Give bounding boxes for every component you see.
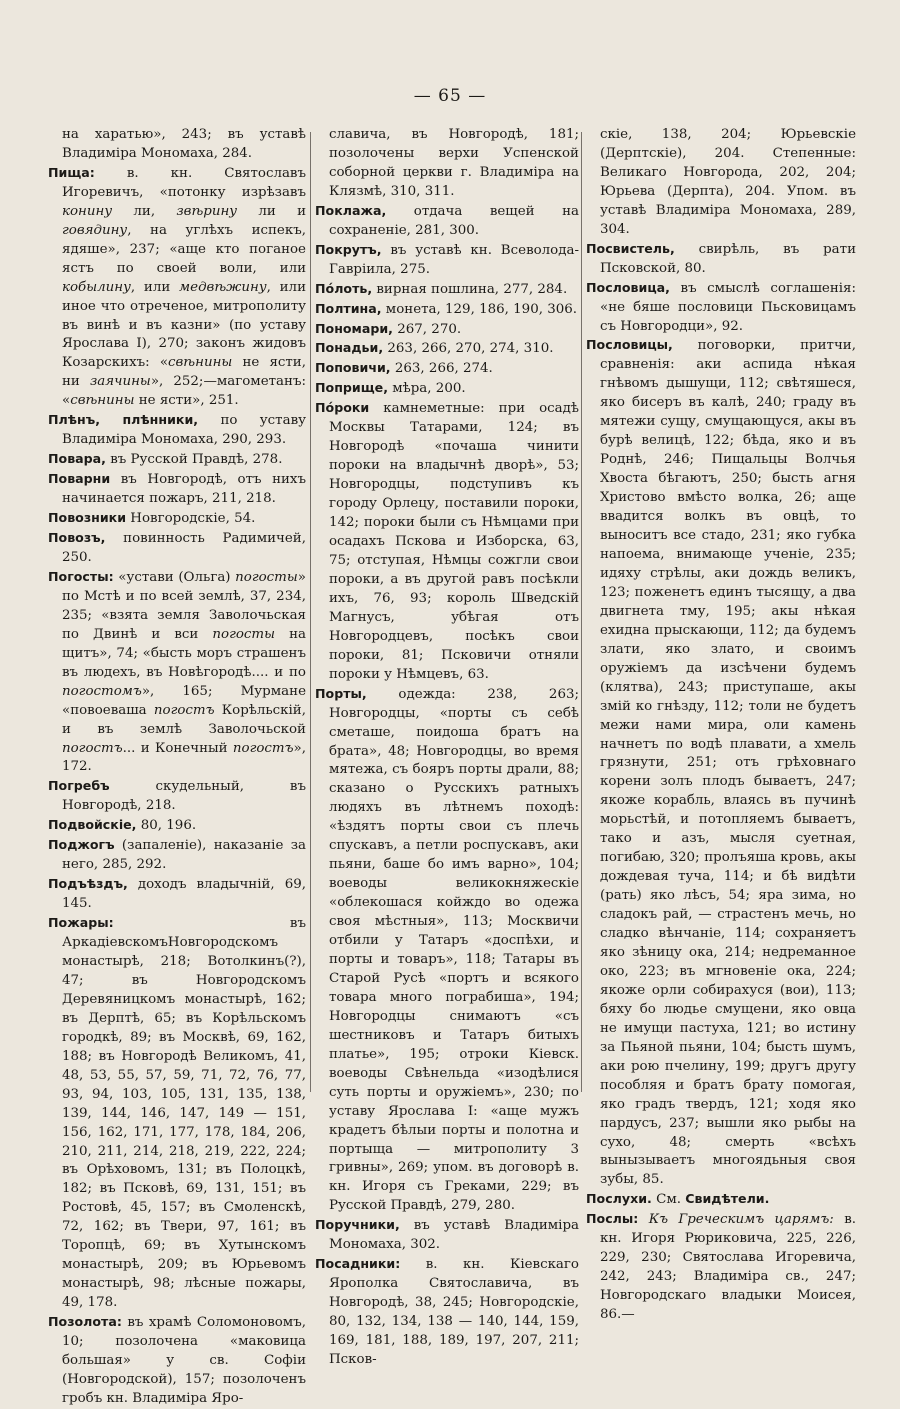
- entry-headword: Пословица,: [586, 279, 670, 295]
- entry-text: ли и: [237, 203, 306, 219]
- entry-text: камнеметные: при осадѣ Москвы Татарами, 124; въ Новгородѣ «почаша чинити пороки на владычнѣ дворѣ», 53; Новгородцы, подступивъ къ городу Орлецу, поставили пороки, 142; пороки были съ Нѣмцами при осадахъ Пскова и Изборска, 63, 75; отступая, Нѣмцы сожгли свои пороки, а въ другой равъ посѣкли ихъ, 76, 93; король Шведскій Магнусъ, убѣгая отъ Новгородцевъ, посѣкъ свои пороки, 81; Псковичи отняли пороки у Нѣмцевъ, 63.: [329, 401, 579, 682]
- entry-continuation: [315, 126, 579, 202]
- entry-headword: Пóлоть,: [315, 280, 373, 296]
- italic-term: погосты: [212, 626, 276, 642]
- entry-text: Новгородскіе, 54.: [126, 511, 256, 527]
- entry-text: 267, 270.: [392, 321, 462, 337]
- entry-headword: Посвистель,: [586, 240, 675, 256]
- index-entry: [315, 1255, 579, 1370]
- index-entry: [586, 279, 856, 337]
- italic-term: погостъ: [153, 702, 215, 718]
- index-entry: [586, 1210, 856, 1325]
- entry-headword: Понадьи,: [315, 340, 384, 356]
- entry-text: [638, 1212, 648, 1227]
- entry-headword: Погребъ: [48, 778, 110, 794]
- entry-text: » по Мстѣ и по всей землѣ, 37, 234, 235; «взята земля Заволочьская по Двинѣ и вси: [62, 569, 306, 642]
- entry-continuation: [48, 126, 306, 164]
- index-entry: [586, 1190, 856, 1210]
- entry-headword: Подвойскіе,: [48, 817, 137, 833]
- entry-headword: Поповичи,: [315, 360, 391, 376]
- entry-text: скудельный, въ Новгородѣ, 218.: [62, 779, 306, 814]
- entry-text: в. кн. Игоря Рюриковича, 225, 226, 229, 230; Святослава Игоревича, 242, 243; Владиміра св., 247; Новгородскаго владыки Моисея, 86.—: [600, 1212, 857, 1323]
- entry-text: 80, 196.: [136, 818, 197, 834]
- index-entry: [48, 470, 306, 509]
- entry-text: не ясти», 251.: [134, 393, 239, 409]
- entry-text: 263, 266, 274.: [390, 361, 493, 377]
- entry-text: », 165; Мурмане «повоеваша: [62, 683, 306, 718]
- entry-text: мѣра, 200.: [387, 381, 466, 397]
- entry-text: на щитъ», 74; «бысть моръ страшенъ въ людехъ, въ Новѣгородѣ.... и по: [62, 626, 306, 680]
- entry-text: , или: [130, 279, 180, 295]
- entry-text: въ уставѣ кн. Всеволода-Гавріила, 275.: [329, 242, 579, 277]
- index-entry: [315, 300, 579, 320]
- index-entry: [315, 1216, 579, 1255]
- index-entry: [48, 836, 306, 875]
- italic-term: кобылину: [62, 279, 131, 295]
- italic-term: свѣнины: [168, 355, 233, 371]
- entry-text: поговорки, притчи, сравненія: аки аспида нѣкая гнѣвомъ дышущи, 112; свѣтяшеся, яко бисеръ въ калѣ, 240; граду въ мятежи сущу, смущающуся, акы въ бурѣ велицѣ, 122; бѣда, яко и въ Роднѣ, 246; Пищальцы Волчья Хвоста бѣгаютъ, 250; бысть агня Христово вмѣсто волка, 26; аще ввадится волкъ въ овцѣ, то выноситъ все стадо, 231; яко губка напоема, внимающе ученіе, 235; идяху стрѣлы, аки дождь великъ, 123; поженетъ единъ тысящу, а два двигнета тму, 195; акы нѣкая ехидна прыскающи, 112; да будемъ злати, яко злато, и своимъ оружіемъ да изсѣчени будемъ (клятва), 243; приступаше, акы змій ко гнѣзду, 112; толи не будетъ межи нами мира, оли камень начнетъ по водѣ плавати, а хмель грязнути, 251; отъ грѣховнаго корени золъ плодъ бываетъ, 247; якоже корабль, влаясь въ пучинѣ морьстѣй, и потопляемъ бываетъ, тако и азъ, мысля суетная, погибаю, 320; пролъяша кровь, акы дождевая туча, 114; и бѣ видѣти (рать) яко лѣсъ, 54; яра зима, но сладокъ рай, — страстенъ мечь, но сладко вѣнчаніе, 114; сохраняетъ яко зѣницу ока, 214; недреманное око, 223; въ мгновеніе ока, 224; якоже орли собирахуся (вои), 113; бяху бо людье смущени, яко овца не имущи пастуха, 121; во истину за Пьяной пьяни, 104; бысть шумъ, аки рою пчелину, 199; другъ другу пособляя и братъ брату помогая, яко градъ твердъ, 121; ходя яко пардусъ, 237; вышли яко рыбы на сухо, 48; смерть «всѣхъ вынызываетъ многоядьныя своя зубы, 85.: [600, 338, 856, 1188]
- italic-term: погостомъ: [62, 683, 142, 699]
- index-entry: [315, 202, 579, 241]
- entry-headword: Полтина,: [315, 300, 382, 316]
- entry-headword: Повозники: [48, 510, 127, 526]
- index-entry: [315, 280, 579, 300]
- entry-headword: Покрутъ,: [315, 241, 382, 257]
- index-entry: [586, 240, 856, 279]
- entry-text: въ смыслѣ соглашенія: «не бяше пословици Пьсковицамъ съ Новгородци», 92.: [600, 280, 856, 334]
- entry-headword: Порты,: [315, 685, 367, 701]
- entry-text: скіе, 138, 204; Юрьевскіе (Дерптскіе), 204. Степенные: Великаго Новгорода, 202, 204; Юрьева (Дерпта), 204. Упом. въ уставѣ Владиміра Мономаха, 289, 304.: [600, 127, 856, 237]
- italic-term: говядину: [62, 222, 128, 238]
- entry-text: въ храмѣ Соломоновомъ, 10; позолочена «маковица большая» у св. Софіи (Новгородской), 157; позолоченъ гробъ кн. Владиміра Яро-: [62, 1315, 306, 1406]
- entry-text: доходъ владычній, 69, 145.: [62, 877, 306, 912]
- entry-text: Корѣльскій, и въ землѣ Заволочьской: [62, 702, 306, 737]
- entry-headword: Пóроки: [315, 400, 370, 416]
- entry-headword: Позолота:: [48, 1314, 122, 1330]
- italic-term: погостъ: [62, 740, 123, 756]
- entry-text: 263, 266, 270, 274, 310.: [383, 341, 554, 357]
- italic-term: заячины: [89, 374, 151, 390]
- entry-headword: Послухи.: [586, 1191, 652, 1207]
- entry-text: отдача вещей на сохраненіе, 281, 300.: [329, 203, 579, 238]
- entry-headword: Пища:: [48, 164, 95, 180]
- entry-headword: Посадники:: [315, 1256, 401, 1272]
- italic-term: медвѣжину: [179, 279, 267, 295]
- text-column-3: [586, 126, 856, 1325]
- entry-headword: Поприще,: [315, 380, 388, 396]
- entry-headword: Свидѣтели.: [685, 1191, 770, 1207]
- entry-text: , или иное что отреченое, митрополиту въ винѣ и въ казни» (по уставу Ярослава I), 270; законъ жидовъ Козарскихъ: «: [62, 279, 306, 371]
- entry-headword: Поручники,: [315, 1217, 400, 1233]
- index-entry: [315, 241, 579, 280]
- entry-text: въ АркадіевскомъНовгородскомъ монастырѣ, 218; Вотолкинъ(?), 47; въ Новгородскомъ Деревяницкомъ монастырѣ, 162; въ Дерптѣ, 65; въ Корѣльскомъ городкѣ, 89; въ Москвѣ, 69, 162, 188; въ Новгородѣ Великомъ, 41, 48, 53, 55, 57, 59, 71, 72, 76, 77, 93, 94, 103, 105, 131, 135, 138, 139, 144, 146, 147, 149 — 151, 156, 162, 171, 177, 178, 184, 206, 210, 211, 214, 218, 219, 222, 224; въ Орѣховомъ, 131; въ Полоцкѣ, 182; въ Псковѣ, 69, 131, 151; въ Ростовѣ, 45, 157; въ Смоленскѣ, 72, 162; въ Твери, 97, 161; въ Торопцѣ, 69; въ Хутынскомъ монастырѣ, 209; въ Юрьевомъ монастырѣ, 98; лѣсные пожары, 49, 178.: [62, 916, 306, 1311]
- entry-text: повинность Радимичей, 250.: [62, 531, 306, 565]
- entry-text: монета, 129, 186, 190, 306.: [381, 301, 578, 317]
- entry-headword: Пословицы,: [586, 337, 673, 353]
- index-entry: [48, 164, 306, 411]
- entry-text: ли,: [112, 203, 177, 219]
- entry-headword: Повозъ,: [48, 530, 106, 546]
- index-entry: [48, 816, 306, 836]
- entry-text: », 252;—магометанъ: «: [62, 374, 306, 409]
- entry-headword: Поджогъ: [48, 837, 115, 853]
- index-entry: [48, 777, 306, 816]
- entry-headword: Повара,: [48, 451, 106, 467]
- index-entry: [315, 359, 579, 379]
- entry-headword: Поварни: [48, 471, 111, 487]
- entry-headword: Подъѣздъ,: [48, 876, 128, 892]
- index-entry: [315, 379, 579, 399]
- entry-headword: Пономари,: [315, 320, 393, 336]
- entry-headword: Пожары:: [48, 915, 114, 931]
- column-divider: [310, 132, 311, 1092]
- entry-text: на харатью», 243; въ уставѣ Владиміра Мономаха, 284.: [62, 127, 306, 161]
- entry-text: въ уставѣ Владиміра Мономаха, 302.: [329, 1218, 579, 1253]
- entry-text: не ясти, ни: [62, 355, 306, 390]
- column-divider: [581, 132, 582, 1092]
- italic-term: звѣрину: [176, 203, 238, 219]
- index-entry: [48, 875, 306, 914]
- index-entry: [48, 509, 306, 529]
- index-entry: [315, 339, 579, 359]
- index-entry: [48, 914, 306, 1313]
- text-column-1: [48, 126, 306, 1409]
- entry-text: (запаленіе), наказаніе за него, 285, 292.: [62, 838, 306, 873]
- italic-term: конину: [62, 203, 113, 219]
- entry-text: в. кн. Святославъ Игоревичъ, «потонку изрѣзавъ: [62, 165, 306, 200]
- entry-text: по уставу Владиміра Мономаха, 290, 293.: [62, 413, 306, 448]
- entry-headword: Послы:: [586, 1211, 639, 1227]
- index-entry: [48, 411, 306, 450]
- italic-term: свѣнины: [70, 393, 135, 409]
- italic-term: Къ Греческимъ царямъ:: [648, 1212, 834, 1228]
- index-entry: [48, 529, 306, 568]
- index-entry: [586, 336, 856, 1190]
- entry-text: ... и Конечный: [122, 740, 233, 756]
- entry-text: въ Русской Правдѣ, 278.: [105, 452, 283, 468]
- entry-text: свирѣль, въ рати Псковской, 80.: [600, 241, 856, 276]
- entry-text: », 172.: [62, 740, 306, 775]
- entry-text: См.: [651, 1192, 686, 1208]
- entry-text: въ Новгородѣ, отъ нихъ начинается пожаръ, 211, 218.: [62, 472, 306, 507]
- entry-text: славича, въ Новгородѣ, 181; позолочены верхи Успенской соборной церкви г. Владиміра на Клязмѣ, 310, 311.: [329, 127, 579, 199]
- index-entry: [315, 320, 579, 340]
- index-entry: [48, 568, 306, 777]
- entry-text: одежда: 238, 263; Новгородцы, «порты съ себѣ сметаше, поидоша братъ на брата», 48; Новгородцы, во время мятежа, съ бояръ порты драли, 88; сказано о Русскихъ ратныхъ людяхъ въ лѣтнемъ походѣ: «ѣздятъ порты свои съ плечь спускавъ, а петли роспускавъ, аки пьяни, баше бо имъ варно», 104; воеводы великокняжескіе «облекошася койждо во одежа своя мѣстныя», 113; Москвичи отбили у Татаръ «доспѣхи, и порты и товаръ», 118; Татары въ Старой Русѣ «портъ и всякого товара много пограбиша», 194; Новгородцы снимаютъ «съ шестниковъ и Татаръ битыхъ платье», 195; отроки Кіевск. воеводы Свѣнельда «изодѣлися суть порты и оружіемъ», 230; по уставу Ярослава I: «аще мужъ крадетъ бѣлыи порты и полотна и портыща — митрополиту 3 гривны», 269; упом. въ договорѣ в. кн. Игоря съ Греками, 229; въ Русской Правдѣ, 279, 280.: [329, 686, 579, 1214]
- entry-text: в. кн. Кіевскаго Ярополка Святославича, въ Новгородѣ, 38, 245; Новгородскіе, 80, 132, 134, 138 — 140, 144, 159, 169, 181, 188, 189, 197, 207, 211; Псков-: [329, 1257, 579, 1367]
- italic-term: погостъ: [232, 740, 294, 756]
- entry-text: «устави (Ольга): [113, 569, 236, 585]
- index-entry: [315, 399, 579, 684]
- entry-text: вирная пошлина, 277, 284.: [372, 281, 568, 297]
- entry-headword: Поклажа,: [315, 202, 387, 218]
- index-entry: [48, 1313, 306, 1409]
- index-entry: [315, 685, 579, 1217]
- entry-text: , на углѣхъ испекъ, ядяше», 237; «аще кто поганое ястъ по своей воли, или: [62, 222, 306, 276]
- index-entry: [48, 450, 306, 470]
- text-column-2: [315, 126, 579, 1370]
- entry-headword: Плѣнъ, плѣнники,: [48, 412, 199, 428]
- entry-continuation: [586, 126, 856, 240]
- page-number: — 65 —: [413, 86, 487, 106]
- entry-headword: Погосты:: [48, 568, 114, 584]
- italic-term: погосты: [235, 569, 298, 585]
